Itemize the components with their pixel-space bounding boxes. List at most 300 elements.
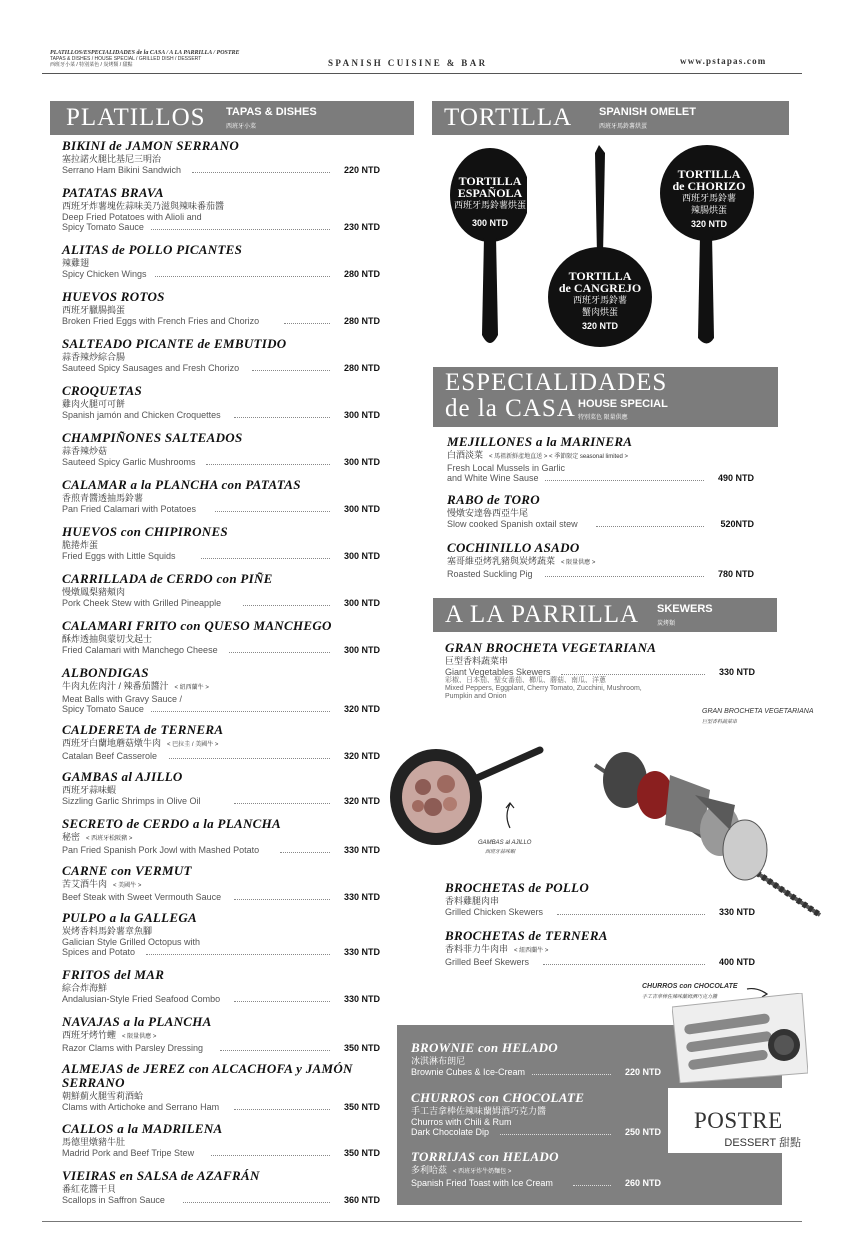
item-name-zh-text: 西班牙炸薯塊佐蒜味美乃滋與辣味番茄醬 — [62, 201, 225, 211]
menu-item — [411, 1150, 661, 1188]
item-price: 330 NTD — [343, 845, 380, 855]
pan-arrow-icon — [500, 800, 520, 830]
item-name-zh-text: 白酒淡菜 — [447, 450, 484, 460]
item-description — [62, 363, 380, 373]
skewer-sketch-label: GRAN BROCHETA VEGETARIANA — [702, 708, 814, 715]
item-name: CALLOS a la MADRILENA — [62, 1121, 223, 1136]
item-note: < 限量供應 > — [122, 1034, 157, 1040]
item-leader — [500, 1134, 611, 1135]
item-name-zh — [62, 586, 380, 598]
item-price: 220 NTD — [624, 1067, 661, 1077]
menu-item — [62, 968, 380, 1004]
item-name-zh-text: 番紅花醬干貝 — [62, 1184, 117, 1194]
item-name: BROWNIE con HELADO — [411, 1040, 558, 1055]
item-description — [62, 1043, 380, 1053]
paddle-espanola-zh: 西班牙馬鈴薯烘蛋 — [453, 200, 526, 210]
item-leader — [211, 1155, 330, 1156]
item-leader — [183, 1202, 330, 1203]
item-description-line: Meat Balls with Gravy Sauce / — [62, 694, 183, 704]
item-name: VIEIRAS en SALSA de AZAFRÁN — [62, 1168, 260, 1183]
item-name: ALMEJAS de JEREZ con ALCACHOFA y JAMÓN SERRANO — [62, 1061, 353, 1090]
churros-sketch-label: CHURROS con CHOCOLATE — [642, 983, 738, 990]
item-price: 490 NTD — [717, 473, 754, 483]
header-sections-line3: 西班牙小菜 / 特別菜色 / 炭烤類 / 甜點 — [50, 62, 133, 68]
item-description — [62, 316, 380, 326]
item-name: ALBONDIGAS — [62, 665, 149, 680]
item-name-zh — [62, 784, 380, 796]
paddle-cangrejo-zh: 西班牙馬鈴薯 — [572, 295, 627, 305]
platillos-zh: 西班牙小菜 — [226, 124, 257, 130]
item-name: TORRIJAS con HELADO — [411, 1149, 559, 1164]
item-description-line: Andalusian-Style Fried Seafood Combo — [62, 994, 221, 1004]
menu-item — [62, 290, 380, 326]
postre-zh: 甜點 — [779, 1137, 801, 1149]
item-description — [411, 1067, 661, 1077]
item-sub-line: Mixed Peppers, Eggplant, Cherry Tomato, Zucchini, Mushroom, — [445, 685, 642, 692]
item-description — [62, 645, 380, 655]
item-name: FRITOS del MAR — [62, 967, 165, 982]
item-leader — [596, 526, 704, 527]
item-name-zh — [62, 153, 380, 165]
postre-subtitle — [724, 1134, 801, 1150]
footer-divider — [42, 1221, 802, 1222]
item-name: PULPO a la GALLEGA — [62, 910, 198, 925]
especialidades-en: HOUSE SPECIAL — [578, 398, 668, 410]
item-price: 360 NTD — [343, 1195, 380, 1205]
item-name-zh — [62, 1183, 380, 1195]
item-price: 330 NTD — [718, 667, 755, 677]
item-description-line: Spicy Tomato Sauce — [62, 704, 144, 714]
paddle-chorizo-label — [660, 168, 758, 230]
item-name-zh-text: 蒜香辣炒菇 — [62, 446, 108, 456]
item-leader — [545, 480, 704, 481]
item-description-line: Razor Clams with Parsley Dressing — [62, 1043, 204, 1053]
menu-item — [62, 186, 380, 232]
tortilla-title: TORTILLA — [444, 104, 573, 131]
item-price: 280 NTD — [343, 363, 380, 373]
menu-item — [447, 435, 754, 483]
parrilla-title: A LA PARRILLA — [445, 601, 640, 628]
item-description-line: Pan Fried Spanish Pork Jowl with Mashed Potato — [62, 845, 260, 855]
paddle-cangrejo-name1: TORTILLA — [568, 269, 632, 283]
item-name-zh-text: 西班牙烤竹蟶 — [62, 1030, 117, 1040]
item-description-line: Brownie Cubes & Ice-Cream — [411, 1067, 526, 1077]
menu-item — [62, 666, 380, 714]
item-name-zh-text: 朝鮮薊火腿雪莉酒蛤 — [62, 1091, 144, 1101]
item-leader — [201, 558, 330, 559]
item-description-line: Spices and Potato — [62, 947, 136, 957]
item-price: 250 NTD — [624, 1127, 661, 1137]
item-name-zh — [62, 257, 380, 269]
item-name: BIKINI de JAMON SERRANO — [62, 138, 240, 153]
item-name-zh — [445, 943, 755, 957]
item-name-zh — [62, 539, 380, 551]
item-name-zh — [62, 200, 380, 212]
item-name-zh-text: 巨型香料蔬菜串 — [445, 656, 509, 666]
item-description-line: and White Wine Sause — [447, 473, 539, 483]
item-price: 280 NTD — [343, 269, 380, 279]
item-leader — [280, 852, 330, 853]
item-description — [62, 598, 380, 608]
pan-sketch-label-zh: 西班牙蒜味蝦 — [485, 849, 516, 855]
item-description — [62, 165, 380, 175]
item-leader — [206, 464, 330, 465]
item-description — [62, 504, 380, 514]
paddle-espanola-price: 300 NTD — [471, 218, 508, 228]
header-website[interactable]: www.pstapas.com — [680, 56, 767, 66]
menu-item — [445, 641, 755, 701]
menu-item — [62, 817, 380, 855]
item-price: 300 NTD — [343, 645, 380, 655]
item-description — [62, 212, 380, 232]
item-price: 300 NTD — [343, 410, 380, 420]
item-price: 230 NTD — [343, 222, 380, 232]
item-price: 350 NTD — [343, 1148, 380, 1158]
item-name-zh-text: 蒜香辣炒綜合腸 — [62, 352, 126, 362]
item-name-zh-text: 冰淇淋布朗尼 — [411, 1056, 466, 1066]
item-name: CHURROS con CHOCOLATE — [411, 1090, 585, 1105]
item-description — [62, 796, 380, 806]
item-name: HUEVOS con CHIPIRONES — [62, 524, 228, 539]
item-description-line: Sauteed Spicy Garlic Mushrooms — [62, 457, 196, 467]
item-name-zh-text: 秘密 — [62, 832, 81, 842]
item-description — [62, 994, 380, 1004]
item-description — [62, 1148, 380, 1158]
item-description-line: Sauteed Spicy Sausages and Fresh Chorizo — [62, 363, 240, 373]
item-description-line: Madrid Pork and Beef Tripe Stew — [62, 1148, 195, 1158]
item-leader — [234, 803, 330, 804]
platillos-en: TAPAS & DISHES — [226, 106, 317, 118]
item-leader — [234, 1001, 330, 1002]
item-name-zh — [62, 737, 380, 751]
item-description-line: Sizzling Garlic Shrimps in Olive Oil — [62, 796, 201, 806]
item-name-zh — [62, 445, 380, 457]
item-name: BROCHETAS de TERNERA — [445, 928, 608, 943]
item-name-zh — [447, 449, 754, 463]
paddle-chorizo-name1: TORTILLA — [677, 167, 741, 181]
item-name: CALAMARI FRITO con QUESO MANCHEGO — [62, 618, 332, 633]
item-note: < 紐西蘭牛 > — [514, 948, 549, 954]
menu-item — [62, 1062, 380, 1112]
menu-item — [62, 864, 380, 902]
paddle-cangrejo-label — [545, 270, 655, 332]
item-name-zh — [62, 492, 380, 504]
item-description-line: Fried Calamari with Manchego Cheese — [62, 645, 218, 655]
item-name: SECRETO de CERDO a la PLANCHA — [62, 816, 282, 831]
menu-item — [62, 337, 380, 373]
item-name: CHAMPIÑONES SALTEADOS — [62, 430, 243, 445]
skewer-illustration-icon — [585, 735, 825, 925]
item-description — [62, 410, 380, 420]
item-name-zh-text: 塞拉諾火腿比基尼三明治 — [62, 154, 162, 164]
item-leader — [243, 605, 330, 606]
paddle-chorizo-price: 320 NTD — [690, 219, 727, 229]
menu-item — [62, 478, 380, 514]
item-description — [62, 269, 380, 279]
item-price: 280 NTD — [343, 316, 380, 326]
item-price: 350 NTD — [343, 1043, 380, 1053]
paddle-cangrejo-price: 320 NTD — [581, 321, 618, 331]
menu-item — [411, 1091, 661, 1137]
item-name-zh — [411, 1055, 661, 1067]
churros-sketch-label-zh: 手工吉拿棒佐辣味蘭姆酒巧克力醬 — [642, 994, 718, 1000]
item-name: RABO de TORO — [447, 492, 540, 507]
item-description-line: Scallops in Saffron Sauce — [62, 1195, 165, 1205]
item-description — [62, 457, 380, 467]
item-name-zh — [447, 507, 754, 519]
item-name-zh — [62, 351, 380, 363]
item-description-line: Giant Vegetables Skewers — [445, 667, 551, 677]
item-name: GRAN BROCHETA VEGETARIANA — [445, 640, 657, 655]
paddle-chorizo-zh2: 辣腸烘蛋 — [690, 205, 727, 215]
item-description — [447, 463, 754, 483]
item-price: 330 NTD — [343, 947, 380, 957]
item-description-line: Fried Eggs with Little Squids — [62, 551, 176, 561]
item-name: PATATAS BRAVA — [62, 185, 164, 200]
item-price: 320 NTD — [343, 796, 380, 806]
item-name: CARNE con VERMUT — [62, 863, 192, 878]
postre-en: DESSERT — [724, 1137, 776, 1149]
item-name: GAMBAS al AJILLO — [62, 769, 183, 784]
item-name-zh — [62, 878, 380, 892]
item-price: 300 NTD — [343, 551, 380, 561]
item-leader — [151, 229, 330, 230]
menu-item — [62, 619, 380, 655]
item-description-line: Roasted Suckling Pig — [447, 569, 533, 579]
item-leader — [192, 172, 330, 173]
item-price: 320 NTD — [343, 704, 380, 714]
item-price: 260 NTD — [624, 1178, 661, 1188]
item-name-zh — [62, 1136, 380, 1148]
item-price: 300 NTD — [343, 457, 380, 467]
item-note: < 西班牙炸牛奶麵包 > — [453, 1169, 512, 1175]
item-description-line: Clams with Artichoke and Serrano Ham — [62, 1102, 220, 1112]
item-name-zh — [62, 680, 380, 694]
item-name-zh-text: 多利哈茲 — [411, 1165, 448, 1175]
item-name-zh-text: 香料菲力牛肉串 — [445, 944, 509, 954]
item-name-zh — [62, 1029, 380, 1043]
item-name: CALAMAR a la PLANCHA con PATATAS — [62, 477, 301, 492]
item-name-zh — [62, 633, 380, 645]
paddle-cangrejo-zh2: 蟹肉烘蛋 — [581, 307, 618, 317]
parrilla-band — [433, 598, 777, 632]
item-name-zh — [62, 1090, 380, 1102]
item-description — [445, 957, 755, 967]
item-name-zh — [62, 304, 380, 316]
paddle-espanola-name1: TORTILLA — [458, 174, 522, 188]
item-description-line: Galician Style Grilled Octopus with — [62, 937, 201, 947]
item-description — [62, 1102, 380, 1112]
skewer-sketch-label-zh: 巨型香料蔬菜串 — [702, 719, 738, 725]
item-name: HUEVOS ROTOS — [62, 289, 165, 304]
item-price: 330 NTD — [718, 907, 755, 917]
item-description-line: Pork Cheek Stew with Grilled Pineapple — [62, 598, 222, 608]
item-description — [411, 1117, 661, 1137]
item-name-zh-text: 酥炸透抽與蒙切戈起士 — [62, 634, 153, 644]
item-description-line: Spicy Chicken Wings — [62, 269, 147, 279]
item-leader — [561, 674, 705, 675]
item-name-zh-text: 香料雞腿肉串 — [445, 896, 500, 906]
paddle-chorizo-name2: de CHORIZO — [672, 179, 746, 193]
item-description-line: Spicy Tomato Sauce — [62, 222, 144, 232]
header-sections-line1: PLATILLOS/ESPECIALIDADES de la CASA / A LA PARRILLA / POSTRE — [50, 50, 240, 56]
item-leader — [543, 964, 705, 965]
item-name-zh-text: 炭烤香料馬鈴薯章魚腳 — [62, 926, 153, 936]
item-price: 300 NTD — [343, 504, 380, 514]
item-name: MEJILLONES a la MARINERA — [447, 434, 633, 449]
header-sections — [50, 50, 290, 68]
item-name: SALTEADO PICANTE de EMBUTIDO — [62, 336, 287, 351]
item-description-line: Beef Steak with Sweet Vermouth Sauce — [62, 892, 222, 902]
item-description-line: Grilled Chicken Skewers — [445, 907, 544, 917]
item-description — [445, 667, 755, 677]
item-description — [447, 519, 754, 529]
menu-item — [411, 1041, 661, 1077]
menu-item — [62, 1169, 380, 1205]
item-name-zh-text: 苦艾酒牛肉 — [62, 879, 108, 889]
item-description-line: Spanish jamón and Chicken Croquettes — [62, 410, 221, 420]
item-price: 330 NTD — [343, 994, 380, 1004]
item-leader — [532, 1074, 611, 1075]
item-name: ALITAS de POLLO PICANTES — [62, 242, 243, 257]
menu-item — [62, 1122, 380, 1158]
item-leader — [169, 758, 330, 759]
item-name: CARRILLADA de CERDO con PIÑE — [62, 571, 273, 586]
item-price: 520NTD — [720, 519, 754, 529]
item-name-zh-text: 手工吉拿棒佐辣味蘭姆酒巧克力醬 — [411, 1106, 547, 1116]
tortilla-zh: 西班牙馬鈴薯烘蛋 — [599, 124, 648, 130]
paddle-chorizo-zh: 西班牙馬鈴薯 — [681, 193, 736, 203]
item-description-line: Serrano Ham Bikini Sandwich — [62, 165, 182, 175]
item-name: COCHINILLO ASADO — [447, 540, 580, 555]
tortilla-en: SPANISH OMELET — [599, 106, 696, 118]
item-description-line: Slow cooked Spanish oxtail stew — [447, 519, 578, 529]
item-name-zh — [447, 555, 754, 569]
header-divider — [42, 73, 802, 74]
item-description — [62, 551, 380, 561]
paddle-espanola-name2: ESPAÑOLA — [457, 186, 523, 200]
item-name-zh-text: 綜合炸海鮮 — [62, 983, 108, 993]
menu-item — [62, 723, 380, 761]
pan-sketch-label: GAMBAS al AJILLO — [478, 840, 532, 846]
item-note: < 巴拉圭 / 美國牛 > — [167, 742, 219, 748]
item-name-zh-text: 西班牙白蘭地蘑菇燉牛肉 — [62, 738, 162, 748]
item-description — [62, 694, 380, 714]
item-note: < 馬祖新鮮產地直送 > < 季節限定 seasonal limited > — [489, 454, 629, 460]
item-name-zh — [62, 398, 380, 410]
menu-item — [447, 541, 754, 579]
item-note: < 紐西蘭牛 > — [174, 685, 209, 691]
item-name-zh-text: 馬德里燉豬牛肚 — [62, 1137, 126, 1147]
especialidades-band — [433, 367, 778, 427]
item-note: < 西班牙松阪豬 > — [86, 836, 133, 842]
item-name-zh — [445, 655, 755, 667]
especialidades-title2: de la CASA — [445, 395, 576, 422]
item-description-line: Pan Fried Calamari with Potatoes — [62, 504, 197, 514]
item-name-zh-text: 雞肉火腿可可餅 — [62, 399, 126, 409]
item-name-zh-text: 慢燉安達魯西亞牛尾 — [447, 508, 529, 518]
menu-item — [62, 1015, 380, 1053]
menu-item — [62, 384, 380, 420]
menu-item — [62, 431, 380, 467]
item-leader — [573, 1185, 611, 1186]
churros-illustration-icon — [672, 993, 808, 1083]
item-name-zh-text: 慢燉鳳梨豬頰肉 — [62, 587, 126, 597]
parrilla-zh: 炭烤類 — [657, 621, 676, 627]
item-description — [62, 1195, 380, 1205]
item-description-line: Broken Fried Eggs with French Fries and Chorizo — [62, 316, 260, 326]
item-name-zh-text: 辣雞翅 — [62, 258, 90, 268]
item-name-zh-text: 西班牙蒜味蝦 — [62, 785, 117, 795]
item-leader — [545, 576, 704, 577]
item-price: 300 NTD — [343, 598, 380, 608]
tortilla-band — [432, 101, 789, 135]
paddle-cangrejo-name2: de CANGREJO — [558, 281, 642, 295]
item-leader — [234, 1109, 330, 1110]
item-price: 400 NTD — [718, 957, 755, 967]
item-name-zh-text: 牛肉丸佐肉汁 / 辣番茄醬汁 — [62, 681, 169, 691]
item-description-line: Grilled Beef Skewers — [445, 957, 530, 967]
item-price: 330 NTD — [343, 892, 380, 902]
menu-item — [62, 243, 380, 279]
menu-item — [62, 911, 380, 957]
item-leader — [234, 899, 330, 900]
especialidades-title1: ESPECIALIDADES — [445, 369, 668, 396]
item-leader — [252, 370, 330, 371]
menu-item — [62, 770, 380, 806]
item-description — [62, 892, 380, 902]
item-leader — [151, 711, 330, 712]
item-description — [447, 569, 754, 579]
menu-item — [447, 493, 754, 529]
menu-item — [62, 572, 380, 608]
especialidades-zh: 特別菜色 限量供應 — [578, 415, 628, 421]
item-description-line: Deep Fried Potatoes with Alioli and — [62, 212, 202, 222]
menu-item — [62, 525, 380, 561]
item-name-zh-text: 西班牙臘腸搗蛋 — [62, 305, 126, 315]
item-sub-line: Pumpkin and Onion — [445, 693, 507, 700]
item-description — [62, 751, 380, 761]
postre-title: POSTRE — [694, 1108, 783, 1133]
item-leader — [234, 417, 330, 418]
item-leader — [215, 511, 330, 512]
item-note: < 美國牛 > — [113, 883, 142, 889]
header-sections-line2: TAPAS & DISHES / HOUSE SPECIAL / GRILLED DISH / DESSERT — [50, 56, 202, 62]
item-description — [62, 845, 380, 855]
item-sub-line: 彩椒、日本茄、聖女番茄、櫛瓜、蘑菇、南瓜、洋蔥 — [445, 677, 606, 684]
item-name-zh-text: 塞哥維亞烤乳豬與炭烤蔬菜 — [447, 556, 556, 566]
item-description-line: Fresh Local Mussels in Garlic — [447, 463, 566, 473]
item-name: CROQUETAS — [62, 383, 143, 398]
item-leader — [284, 323, 330, 324]
item-name: NAVAJAS a la PLANCHA — [62, 1014, 212, 1029]
item-name-zh — [62, 831, 380, 845]
parrilla-en: SKEWERS — [657, 603, 713, 615]
menu-item — [445, 929, 755, 967]
item-leader — [155, 276, 330, 277]
item-description-line: Dark Chocolate Dip — [411, 1127, 490, 1137]
item-description — [411, 1178, 661, 1188]
item-price: 350 NTD — [343, 1102, 380, 1112]
postre-title-box — [668, 1088, 805, 1153]
header-tagline: SPANISH CUISINE & BAR — [328, 58, 488, 68]
item-leader — [146, 954, 330, 955]
item-price: 220 NTD — [343, 165, 380, 175]
item-price: 320 NTD — [343, 751, 380, 761]
item-name-zh — [62, 925, 380, 937]
item-name-zh-text: 香煎青醬透抽馬鈴薯 — [62, 493, 144, 503]
platillos-title: PLATILLOS — [66, 104, 206, 131]
